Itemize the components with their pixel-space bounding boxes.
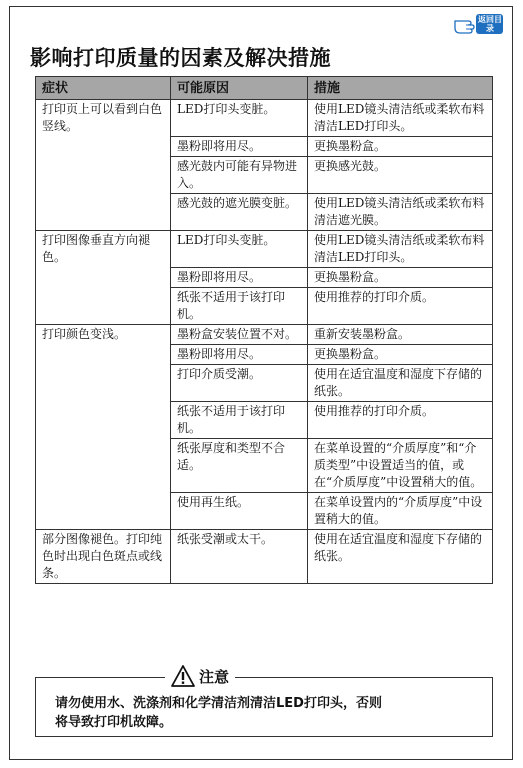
page-title: 影响打印质量的因素及解决措施 — [30, 46, 331, 70]
cause-cell: 纸张不适用于该打印机。 — [171, 402, 308, 439]
cause-cell: 使用再生纸。 — [171, 493, 308, 530]
cause-cell: 纸张不适用于该打印机。 — [171, 288, 308, 325]
cause-cell: 墨粉即将用尽。 — [171, 137, 308, 157]
symptom-cell: 打印颜色变浅。 — [36, 325, 171, 530]
notice-title: 注意 — [199, 667, 230, 686]
cause-cell: LED打印头变脏。 — [171, 100, 308, 137]
table-row — [36, 231, 493, 268]
table-row — [36, 100, 493, 137]
header-symptom: 症状 — [36, 77, 171, 100]
action-cell: 在菜单设置的“介质厚度”和“介质类型”中设置适当的值，或在“介质厚度”中设置稍大的值。 — [308, 439, 493, 493]
troubleshooting-table — [35, 76, 493, 584]
cause-cell: 墨粉盒安装位置不对。 — [171, 325, 308, 345]
action-cell: 更换墨粉盒。 — [308, 345, 493, 365]
table-row — [36, 530, 493, 584]
symptom-cell: 打印图像垂直方向褪色。 — [36, 231, 171, 325]
cause-cell: 纸张受潮或太干。 — [171, 530, 308, 584]
action-cell: 使用推荐的打印介质。 — [308, 402, 493, 439]
header-cause: 可能原因 — [171, 77, 308, 100]
back-to-contents-button[interactable] — [452, 13, 504, 35]
cause-cell: 感光鼓的遮光膜变脏。 — [171, 194, 308, 231]
action-cell: 使用LED镜头清洁纸或柔软布料清洁LED打印头。 — [308, 100, 493, 137]
action-cell: 使用在适宜温度和湿度下存储的纸张。 — [308, 365, 493, 402]
back-button-label: 返回目录 — [478, 15, 502, 33]
symptom-cell: 部分图像褪色。打印纯色时出现白色斑点或线条。 — [36, 530, 171, 584]
header-action: 措施 — [308, 77, 493, 100]
notice-header — [165, 663, 235, 689]
warning-triangle-icon — [171, 665, 195, 687]
action-cell: 更换墨粉盒。 — [308, 268, 493, 288]
table-row — [36, 325, 493, 345]
action-cell: 重新安装墨粉盒。 — [308, 325, 493, 345]
action-cell: 使用在适宜温度和湿度下存储的纸张。 — [308, 530, 493, 584]
notice-text-line-2: 将导致打印机故障。 — [55, 715, 173, 730]
table-header-row — [36, 77, 493, 100]
cause-cell: 纸张厚度和类型不合适。 — [171, 439, 308, 493]
symptom-cell: 打印页上可以看到白色竖线。 — [36, 100, 171, 231]
notice-text — [55, 694, 475, 732]
action-cell: 使用LED镜头清洁纸或柔软布料清洁遮光膜。 — [308, 194, 493, 231]
cause-cell: 感光鼓内可能有异物进入。 — [171, 157, 308, 194]
action-cell: 更换感光鼓。 — [308, 157, 493, 194]
cause-cell: 打印介质受潮。 — [171, 365, 308, 402]
action-cell: 在菜单设置内的“介质厚度”中设置稍大的值。 — [308, 493, 493, 530]
action-cell: 使用LED镜头清洁纸或柔软布料清洁LED打印头。 — [308, 231, 493, 268]
cause-cell: 墨粉即将用尽。 — [171, 345, 308, 365]
action-cell: 更换墨粉盒。 — [308, 137, 493, 157]
notice-text-line-1: 请勿使用水、洗涤剂和化学清洁剂清洁LED打印头，否则 — [55, 696, 382, 711]
action-cell: 使用推荐的打印介质。 — [308, 288, 493, 325]
cause-cell: 墨粉即将用尽。 — [171, 268, 308, 288]
cause-cell: LED打印头变脏。 — [171, 231, 308, 268]
